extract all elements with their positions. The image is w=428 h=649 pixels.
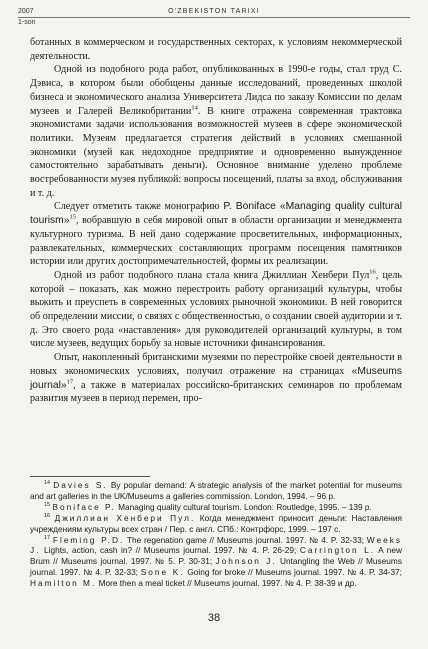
footnote-ref-17[interactable]: 17 xyxy=(66,378,74,386)
footnote-14: $^{14}$ Davies S. By popular demand: A strategic analysis of the market potential for museums and art galleries in the UK/Museums a galleries commission. London, 1994. – 96 p. xyxy=(30,480,402,501)
footnote-15: $^{15}$ Boniface P. Managing quality cultural tourism. London: Routledge, 1995. – 139 p. xyxy=(44,501,372,512)
page-number: 38 xyxy=(207,612,221,624)
paragraph-2: Одной из подобного рода работ, опубликованных в 1990-е годы, стал труд С. Дэвиса, в котором были обобщены данные исследований, проведенных школой бизнеса и экономического анализа Университета Лидса по заказу Комиссии по делам музеев и Галерей Великобритании$^{14}$. В книге отражена современная трактовка экономистами задачи использования возможностей музеев в сфере экономической политики. Музеям предлагается стратегия действий в условиях смешанной экономики (музей как недоходное предприятие и одновременно вынужденное самостоятельно зарабатывать деньги). Основное внимание уделено проблеме востребованности музея публикой: вопросы посещений, платы за вход, обслуживания и т. д. xyxy=(30,64,402,199)
header-year: 2007 xyxy=(18,8,34,15)
header-journal-title: O'ZBEKISTON TARIXI xyxy=(168,8,260,15)
header-issue: 1-son xyxy=(18,19,36,26)
running-header xyxy=(18,8,410,34)
footnote-separator xyxy=(30,476,150,477)
paragraph-3: Следует отметить также монографию P. Boniface «Managing quality cultural tourism»$^{15}$, вобравшую в себя мировой опыт в области организации и менеджмента культурного туризма. В ней дано содержание просветительных, информационных, развлекательных, коммерческих составляющих программ посещения памятников истории или других достопримечательностей, формы их реализации. xyxy=(30,201,402,268)
footnote-ref-16[interactable]: 16 xyxy=(369,268,376,276)
paragraph-4: Одной из работ подобного плана стала книга Джиллиан Хенбери Пул$^{16}$, цель которой – показать, как можно перестроить работу организаций культуры, чтобы выжить и преуспеть в современных условиях рыночной экономики. В ней говорится об определении миссии, о связях с общественностью, о создании своей аудитории и т. д. Это своего рода «наставления» для руководителей организаций культуры, в том числе музеев, ведущих борьбу за новые источники финансирования. xyxy=(30,268,402,350)
footnote-17: $^{17}$ Fleming P.D. The regenation game // Museums journal. 1997. № 4. P. 32-33; Weeks J. Lights, action, cash in? // Museums journal. 1997. № 4. P. 26-29; Carrington L. A new Brum // Museums journal. 1997. № 5. P. 30-31; Johnson J. Untangling the Web // Museums journal. 1997. № 4. P. 32-33; Sone K. Going for broke // Museums journal. 1997. № 4. P. 34-37; Hamilton M. More then a meal ticket // Museums journal. 1997. № 4. P. 38-39 и др. xyxy=(30,534,403,589)
footnote-ref-14[interactable]: 14 xyxy=(191,104,198,112)
footnote-16: $^{16}$ Джиллиан Хенбери Пул. Когда менеджмент приносит деньги: Наставления учреждениям культуры всех стран / Пер. с англ. СПб.: Контрфорс, 1999. – 197 с. xyxy=(30,512,402,534)
article-body xyxy=(30,36,402,406)
footnotes xyxy=(30,476,402,589)
header-rule xyxy=(18,17,410,18)
paragraph-5: Опыт, накопленный британскими музеями по перестройке своей деятельности в новых экономических условиях, получил отражение на страницах «Museums journal»$^{17}$, а также в материалах российско-британских семинаров по проблемам развития музеев в период перемен, про- xyxy=(30,352,402,405)
paragraph-1: ботанных в коммерческом и государственных секторах, к условиям некоммерческой деятельности. xyxy=(30,37,402,62)
footnote-ref-15[interactable]: 15 xyxy=(69,213,76,221)
